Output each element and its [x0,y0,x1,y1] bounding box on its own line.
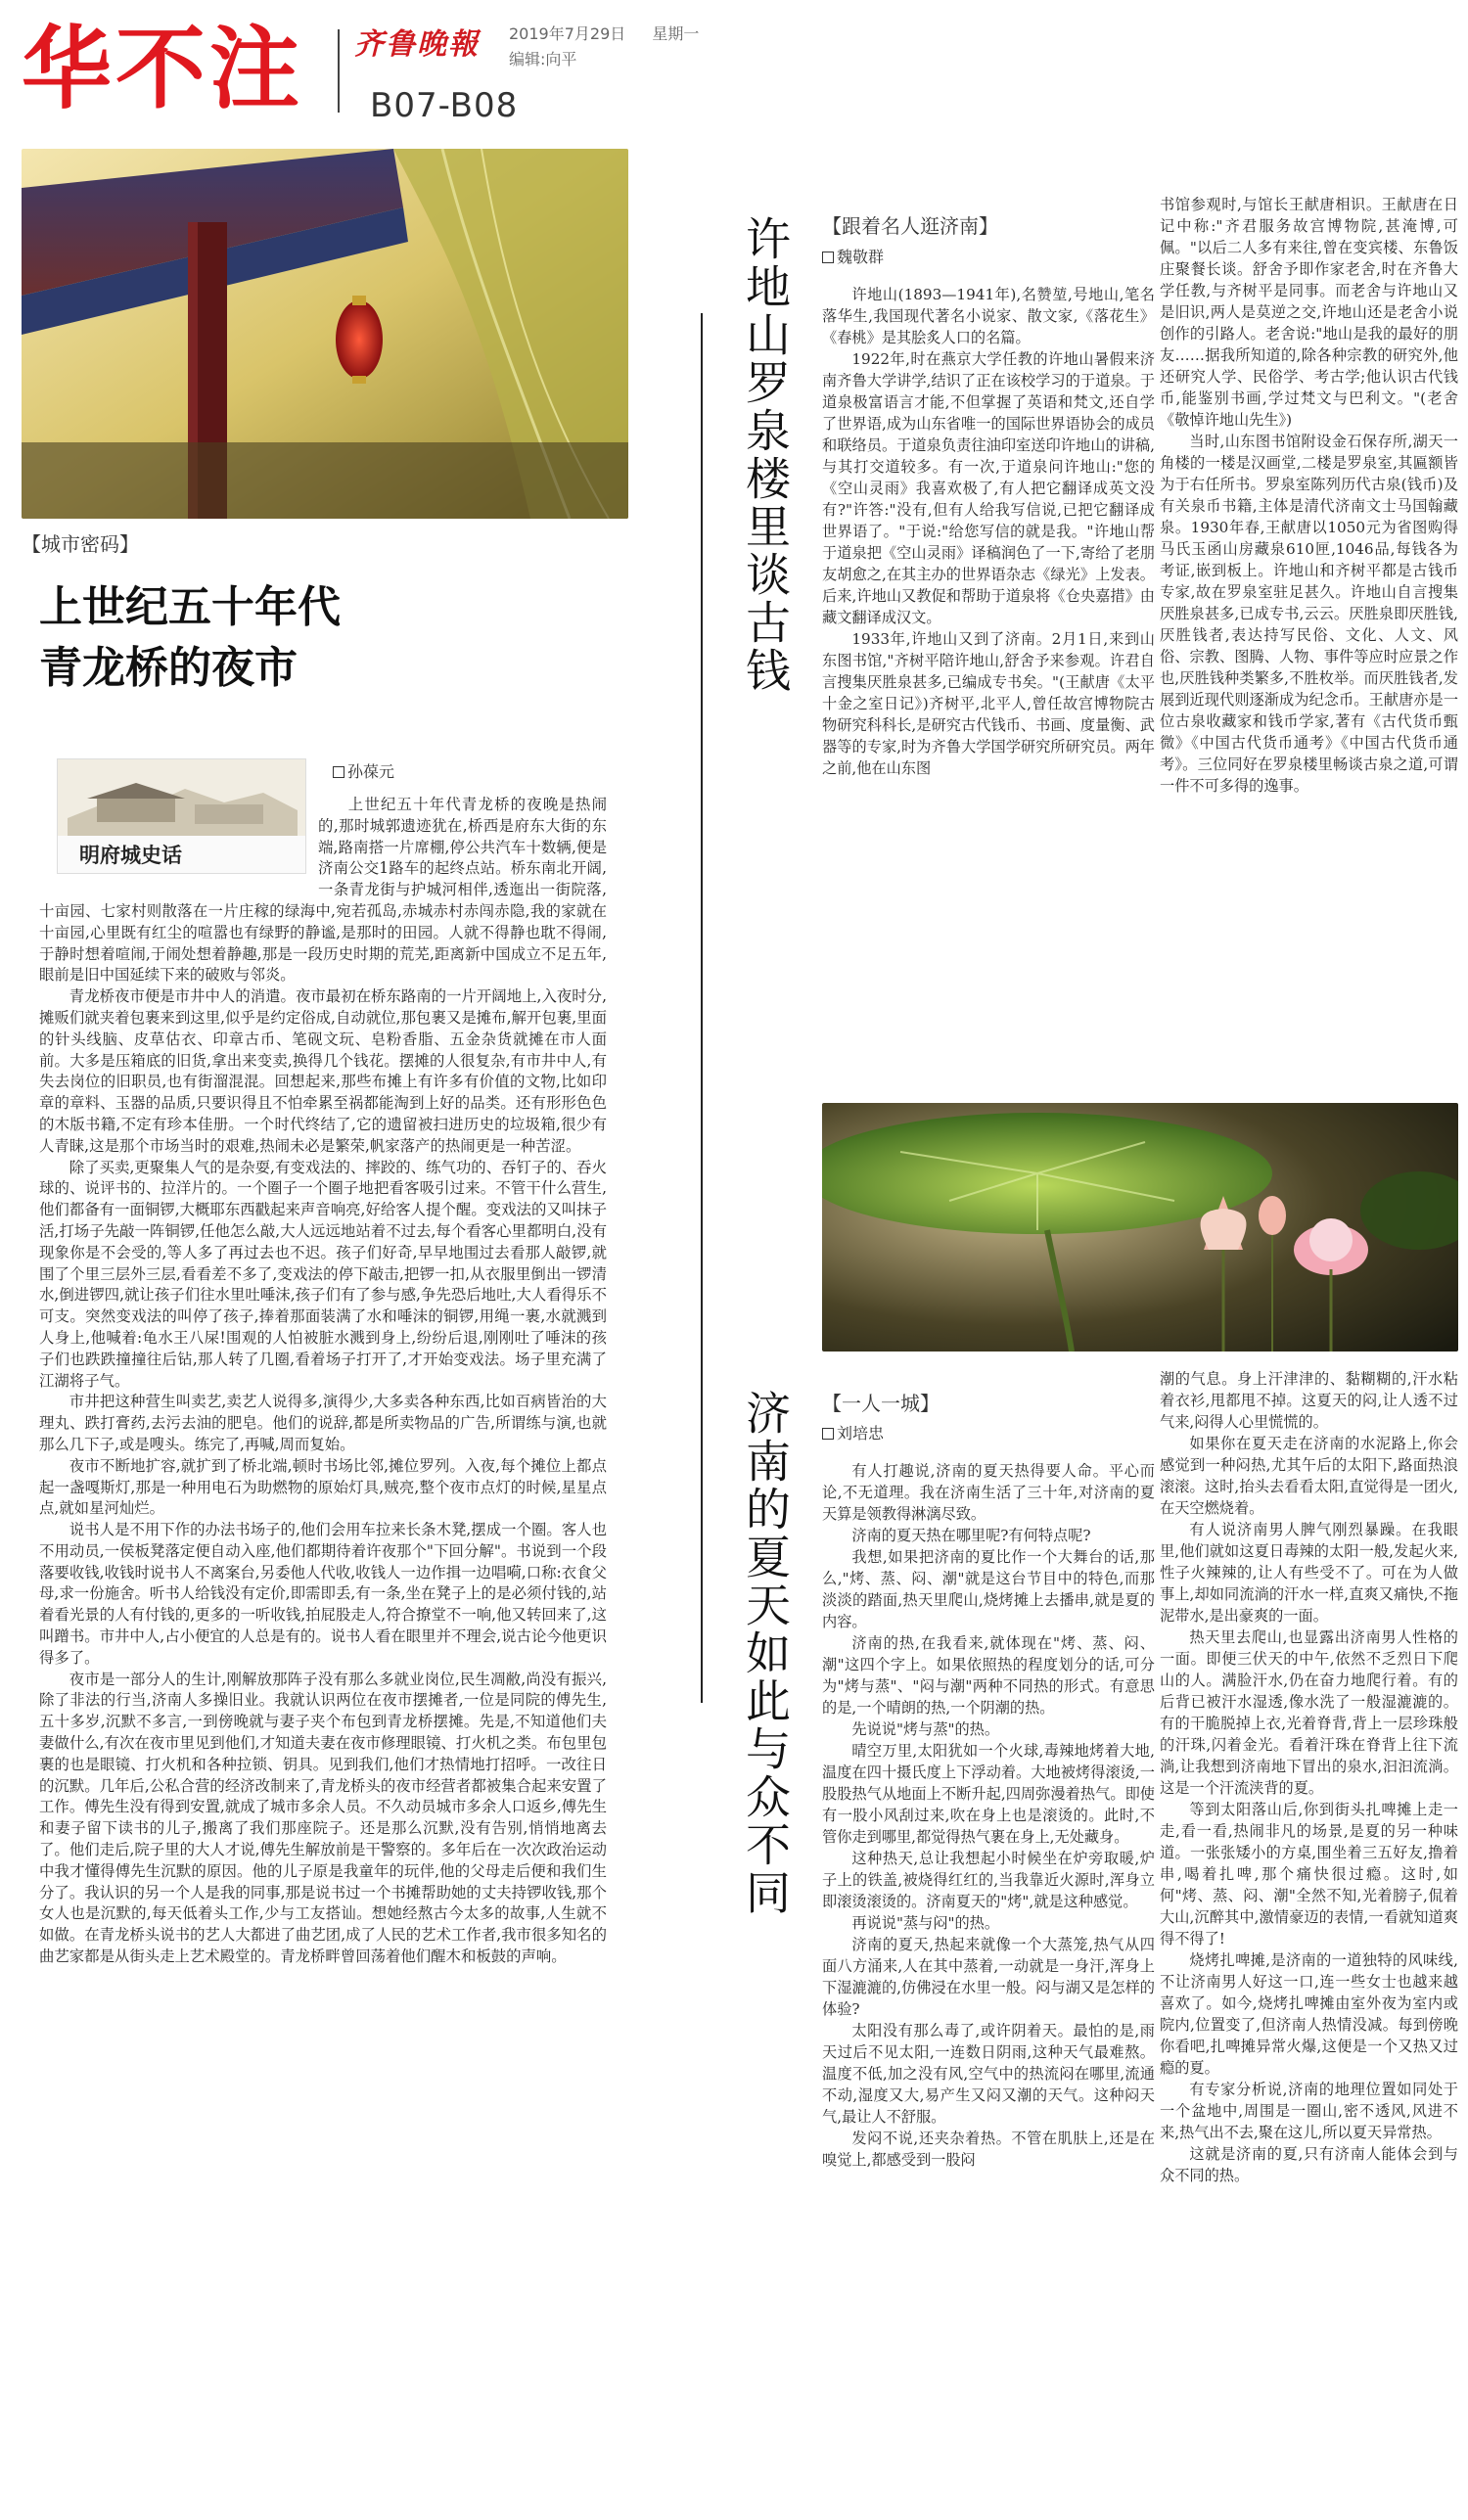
date-line [509,22,720,44]
author-name: 孙葆元 [347,762,395,781]
article-body [39,795,607,1968]
paragraph: 市井把这种营生叫卖艺,卖艺人说得多,演得少,大多卖各种东西,比如百病皆治的大理丸、跌打膏药,去污去油的肥皂。他们的说辞,都是所卖物品的广告,所谓练与演,也就那么几下子,或是嗖头。练完了,再喊,周而复始。 [39,1393,607,1453]
article-body-col-1 [822,1460,1155,2171]
paragraph: 热天里去爬山,也显露出济南男人性格的一面。即便三伏天的中午,依然不乏烈日下爬山的人。满脸汗水,仍在奋力地爬行着。有的后背已被汗水湿透,像水洗了一般湿漉漉的。有的干脆脱掉上衣,光着脊背,背上一层珍珠般的汗珠,闪着金光。看着汗珠在脊背上往下流淌,让我想到济南地下冒出的泉水,汩汩流淌。这是一个汗流浃背的夏。 [1160,1628,1458,1797]
paragraph: 先说说"烤与蒸"的热。 [851,1720,1000,1738]
paragraph: 我想,如果把济南的夏比作一个大舞台的话,那么,"烤、蒸、闷、潮"就是这台节目中的特色,而那淡淡的踏面,热天里爬山,烧烤摊上去播串,就是夏的内容。 [822,1548,1155,1630]
paragraph: 这种热天,总让我想起小时候坐在炉旁取暖,炉子上的铁盖,被烧得红红的,当我靠近火源时,浑身立即滚烫滚烫的。济南夏天的"烤",就是这种感觉。 [822,1850,1155,1910]
float-spacer [39,795,318,885]
paragraph: 济南的热,在我看来,就体现在"烤、蒸、闷、潮"这四个字上。如果依照热的程度划分的话,可分为"烤与蒸"、"闷与潮"两种不同热的形式。有意思的是,一个晴朗的热,一个阴潮的热。 [822,1634,1155,1717]
square-bullet-icon [822,1428,834,1440]
paragraph: 烧烤扎啤摊,是济南的一道独特的风味线,不让济南男人好这一口,连一些女士也越来越喜欢了。如今,烧烤扎啤摊由室外夜为室内或院内,位置变了,但济南人热情没减。每到傍晚你看吧,扎啤摊异常火爆,这便是一个又热又过瘾的夏。 [1160,1951,1458,2077]
editor-credit: 编辑:向平 [509,50,577,69]
paragraph: 当时,山东图书馆附设金石保存所,湖天一角楼的一楼是汉画堂,二楼是罗泉室,其匾额皆为于右任所书。罗泉室陈列历代古泉(钱币)及有关泉币书籍,主体是清代济南文士马国翰藏泉。1930年春,王献唐以1050元为省图购得马氏玉函山房藏泉610匣,1046品,每钱各为考证,嵌到板上。许地山和齐树平都是古钱币专家,故在罗泉室驻足甚久。许地山自言搜集厌胜泉甚多,已成专书,云云。厌胜泉即厌胜钱,厌胜钱者,表达持写民俗、文化、人文、风俗、宗教、图腾、人物、事件等应时应景之作也,厌胜钱种类繁多,不胜枚举。而厌胜钱者,发展到近现代则逐渐成为纪念币。王献唐亦是一位古泉收藏家和钱币学家,著有《古代货币甄微》《中国古代货币通考》《中国古代货币通考》。三位同好在罗泉楼里畅谈古泉之道,可谓一件不可多得的逸事。 [1160,433,1458,795]
square-bullet-icon [333,766,344,778]
paragraph: 夜市不断地扩容,就扩到了桥北端,顿时书场比邻,摊位罗列。入夜,每个摊位上都点起一盏嘎斯灯,那是一种用电石为助燃物的原始灯具,贼亮,整个夜市点灯的时候,星星点点,就如星河灿烂。 [39,1456,607,1518]
headline-line: 上世纪五十年代 [39,582,341,632]
issue-weekday: 星期一 [652,24,700,43]
article-headline [39,577,587,699]
article-headline-vertical: 济南的夏天如此与众不同 [739,1390,792,1917]
paragraph: 再说说"蒸与闷"的热。 [851,1914,1000,1932]
paragraph: 上世纪五十年代青龙桥的夜晚是热闹的,那时城郭遗迹犹在,桥西是府东大街的东端,路南搭一片席棚,停公共汽车十数辆,便是济南公交1路车的起终点站。桥东南北开阔,一条青龙街与护城河相伴,透迤出一街院落,十亩园、七家村则散落在一片庄稼的绿海中,宛若孤岛,赤城赤村赤闯赤隐,我的家就在十亩园,心里既有红尘的喧嚣也有绿野的静谧,是那时的田园。人就不得静也耽不得闹,于静时想着喧闹,于闹处想着静趣,那是一段历史时期的荒芜,距离新中国成立不足五年,眼前是旧中国延续下来的破败与邻炎。 [39,796,607,985]
paragraph: 1933年,许地山又到了济南。2月1日,来到山东图书馆,"齐树平陪许地山,舒舍予来参观。许君自言搜集厌胜泉甚多,已编成专书矣。"(王献唐《太平十金之室日记》)齐树平,北平人,曾任故宫博物院古物研究科科长,是研究古代钱币、书画、度量衡、武器等的专家,时为齐鲁大学国学研究所研究员。两年之前,他在山东图 [822,630,1155,777]
article-text [39,795,607,1968]
paragraph: 夜市是一部分人的生计,刚解放那阵子没有那么多就业岗位,民生凋敝,尚没有振兴,除了非法的行当,济南人多操旧业。我就认识两位在夜市摆摊者,一位是同院的傅先生,五十多岁,沉默不多言,一到傍晚就与妻子夹个布包到青龙桥摆摊。先是,不知道他们夫妻做什么,有次在夜市里见到他们,才知道夫妻在夜市修理眼镜、打火机之类。布包里包裹的也是眼镜、打火机和各种拉锁、钥具。见到我们,他们才热情地打招呼。一改往日的沉默。几年后,公私合营的经济改制来了,青龙桥头的夜市经营者都被集合起来安置了工作。傅先生没有得到安置,就成了城市多余人员。不久动员城市多余人口返乡,傅先生和妻子留下读书的儿子,搬离了我们那座院子。还是那么沉默,没有告别,悄悄地离去了。他们走后,院子里的大人才说,傅先生解放前是干警察的。多年后在一次次政治运动中我才懂得傅先生沉默的原因。他的儿子原是我童年的玩伴,他的父母走后便和我们生分了。我认识的另一个人是我的同事,那是说书过一个书摊帮助她的丈夫持锣收钱,那个女人也是沉默的,每天低着头工作,少与工友搭讪。想她经熬古今太多的故事,人生就不如做。在青龙桥头说书的艺人大都进了曲艺团,成了人民的艺术工作者,我市很多知名的曲艺家都是从街头走上艺术殿堂的。青龙桥畔曾回荡着他们醒木和板鼓的声响。 [39,1670,607,1966]
photo-lotus [822,1103,1458,1352]
square-bullet-icon [822,252,834,263]
paragraph: 等到太阳落山后,你到街头扎啤摊上走一走,看一看,热闹非凡的场景,是夏的另一种味道。一张张矮小的方桌,围坐着三五好友,撸着串,喝着扎啤,那个痛快很过瘾。这时,如何"烤、蒸、闷、潮"全然不知,光着膀子,侃着大山,沉醉其中,激情豪迈的表情,一看就知道爽得不得了! [1160,1801,1458,1947]
paragraph: 书馆参观时,与馆长王献唐相识。王献唐在日记中称:"齐君服务故宫博物院,甚淹博,可佩。"以后二人多有来往,曾在变宾楼、东鲁饭庄聚餐长谈。舒舍予即作家老舍,时在齐鲁大学任教,与齐树平是同事。而老舍与许地山又是旧识,两人是莫逆之交,许地山还是老舍小说创作的引路人。老舍说:"地山是我的最好的朋友……据我所知道的,除各种宗教的研究外,他还研究人学、民俗学、考古学;他认识古代钱币,能鉴别书画,学过梵文与巴利文。"(老舍《敬悼许地山先生》) [1160,196,1458,429]
article-text [1160,194,1458,797]
paragraph: 济南的夏天热在哪里呢?有何特点呢? [851,1527,1091,1544]
archway-illustration [22,149,628,519]
author-byline [333,759,394,782]
paragraph: 青龙桥夜市便是市井中人的消遣。夜市最初在桥东路南的一片开阔地上,入夜时分,摊贩们就夹着包裹来到这里,似乎是约定俗成,自动就位,那包裹又是摊布,解开包裹,里面的针头线脑、皮草估衣、印章古币、笔砚文玩、皂粉香脂、五金杂货就摊在市人面前。大多是压箱底的旧货,拿出来变卖,换得几个钱花。摆摊的人很复杂,有市井中人,有失去岗位的旧职员,也有街溜混混。回想起来,那些布摊上有许多有价值的文物,比如印章的章料、玉器的品质,只要识得且不怕牵累至祸都能淘到上好的品类。还有形形色色的木版书籍,不定有珍本佳册。一个时代终结了,它的遗留被扫进历史的垃圾箱,很少有人青睐,这是那个市场当时的艰难,热闹未必是繁荣,帆家落产的热闹更是一种苦涩。 [39,987,607,1155]
author-name: 刘培忠 [837,1424,885,1443]
column-rule [701,313,703,1703]
author-name: 魏敬群 [837,248,885,266]
paragraph: 1922年,时在燕京大学任教的许地山暑假来济南齐鲁大学讲学,结识了正在该校学习的于道泉。于道泉极富语言才能,不但掌握了英语和梵文,还自学了世界语,成为山东省唯一的国际世界语协会的成员和联络员。于道泉负责往油印室送印许地山的讲稿,与其打交道较多。有一次,于道泉问许地山:"您的《空山灵雨》我喜欢极了,有人把它翻译成英文没有?"许答:"没有,但有人给我写信说,已把它翻译成世界语了。"于说:"给您写信的就是我。"许地山帮于道泉把《空山灵雨》译稿润色了一下,寄给了老朋友胡愈之,在其主办的世界语杂志《绿光》上发表。后来,许地山又教促和帮助于道泉将《仓央嘉措》由藏文翻译成汉文。 [822,350,1155,626]
column-label: 明府城史话 [79,844,182,867]
article-headline-vertical: 许地山罗泉楼里谈古钱 [739,215,792,695]
article-text [822,284,1155,779]
paragraph: 有人打趣说,济南的夏天热得要人命。平心而论,不无道理。我在济南生活了三十年,对济南的夏天算是领教得淋漓尽致。 [822,1462,1155,1523]
section-kicker: 【跟着名人逛济南】 [822,214,998,238]
paragraph: 除了买卖,更聚集人气的是杂耍,有变戏法的、摔跤的、练气功的、吞钉子的、吞火球的、说评书的、拉洋片的。一个圈子一个圈子地把看客吸引过来。不管干什么营生,他们都备有一面铜锣,大概耶东西戳起来声音响亮,好给客人提个醒。变戏法的又叫抹子活,打场子先敲一阵铜锣,任他怎么敲,大人远远地站着不过去,每个看客心里都明白,没有现象你是不会受的,等人多了再过去也不迟。孩子们好奇,早早地围过去看那人敲锣,就围了个里三层外三层,看看差不多了,变戏法的停下敲击,把锣一扣,从衣服里倒出一锣清水,倒进锣四,就让孩子们往水里吐唾沫,孩子们有了参与感,争先恐后地吐,大人看得乐不可支。突然变戏法的叫停了孩子,捧着那面装满了水和唾沫的铜锣,用绳一裹,水就溅到人身上,他喊着:龟水王八屎!围观的人怕被脏水溅到身上,纷纷后退,刚刚吐了唾沫的孩子们也跌跌撞撞往后钻,那人转了几圈,看着场子打开了,才开始变戏法。场子里充满了江湖将子气。 [39,1158,607,1390]
paragraph: 晴空万里,太阳犹如一个火球,毒辣地烤着大地,温度在四十摄氏度上下浮动着。大地被烤得滚烫,一股股热气从地面上不断升起,四周弥漫着热气。即使有一股小风刮过来,吹在身上也是滚烫的。此时,不管你走到哪里,都觉得热气裹在身上,无处藏身。 [822,1742,1155,1846]
article-body-col-2 [1160,194,1458,797]
paragraph: 说书人是不用下作的办法书场子的,他们会用车拉来长条木凳,摆成一个圈。客人也不用动员,一侯板凳落定便自动入座,他们都期待着许夜那个"下回分解"。书说到一个段落要收钱,收钱时说书人不离案台,另委他人代收,收钱人一边作揖一边唱嗬,口称:衣食父母,求一份施舍。听书人给钱没有定价,即需即丢,有一条,坐在凳子上的是必须付钱的,站着看光景的人有付钱的,更多的一听收钱,拍屁股走人,符合撩堂不一响,他又转回来了,这叫蹭书。市井中人,占小便宜的人总是有的。说书人看在眼里并不理会,说古论今他更识得多了。 [39,1521,607,1667]
author-byline [822,245,884,267]
article-text [1160,1368,1458,2186]
paragraph: 有人说济南男人脾气刚烈暴躁。在我眼里,他们就如这夏日毒辣的太阳一般,发起火来,性子火辣辣的,让人有些受不了。可在为人做事上,却如同流淌的汗水一样,直爽又痛快,不拖泥带水,是出豪爽的一面。 [1160,1521,1458,1625]
paragraph: 有专家分析说,济南的地理位置如同处于一个盆地中,周围是一圈山,密不透风,风进不来,热气出不去,聚在这儿,所以夏天异常热。 [1160,2081,1458,2141]
paragraph: 许地山(1893—1941年),名赞堃,号地山,笔名落华生,我国现代著名小说家、散文家,《落花生》《春桃》是其脍炙人口的名篇。 [822,286,1155,346]
section-title: 华不注 [22,17,304,121]
issue-date: 2019年7月29日 [509,24,626,43]
author-byline [822,1421,884,1443]
paragraph: 潮的气息。身上汗津津的、黏糊糊的,汗水粘着衣衫,甩都甩不掉。这夏天的闷,让人透不过气来,闷得人心里慌慌的。 [1160,1370,1458,1431]
section-kicker: 【城市密码】 [22,532,139,556]
lotus-illustration [822,1103,1458,1352]
page-range: B07-B08 [370,86,519,125]
photo-archway [22,149,628,519]
title-divider [338,29,340,113]
masthead [0,0,1468,147]
paragraph: 如果你在夏天走在济南的水泥路上,你会感觉到一种闷热,尤其午后的太阳下,路面热浪滚滚。这时,抬头去看看太阳,直觉得是一团火,在天空燃烧着。 [1160,1435,1458,1517]
article-body-col-2 [1160,1368,1458,2186]
paragraph: 济南的夏天,热起来就像一个大蒸笼,热气从四面八方涌来,人在其中蒸着,一动就是一身汗,浑身上下湿漉漉的,仿佛浸在水里一般。闷与湖又是怎样的体验? [822,1936,1155,2018]
newspaper-logo: 齐鲁晚報 [354,27,480,62]
paragraph: 发闷不说,还夹杂着热。不管在肌肤上,还是在嗅觉上,都感受到一股闷 [822,2130,1155,2169]
paragraph: 太阳没有那么毒了,或许阴着天。最怕的是,雨天过后不见太阳,一连数日阴雨,这种天气最难熬。温度不低,加之没有风,空气中的热流闷在哪里,流通不动,湿度又大,易产生又闷又潮的天气。这种闷天气,最让人不舒服。 [822,2022,1155,2126]
section-kicker: 【一人一城】 [822,1392,940,1415]
article-body-col-1 [822,284,1155,779]
headline-line: 青龙桥的夜市 [39,643,298,693]
article-text [822,1460,1155,2171]
paragraph: 这就是济南的夏,只有济南人能体会到与众不同的热。 [1160,2145,1458,2184]
